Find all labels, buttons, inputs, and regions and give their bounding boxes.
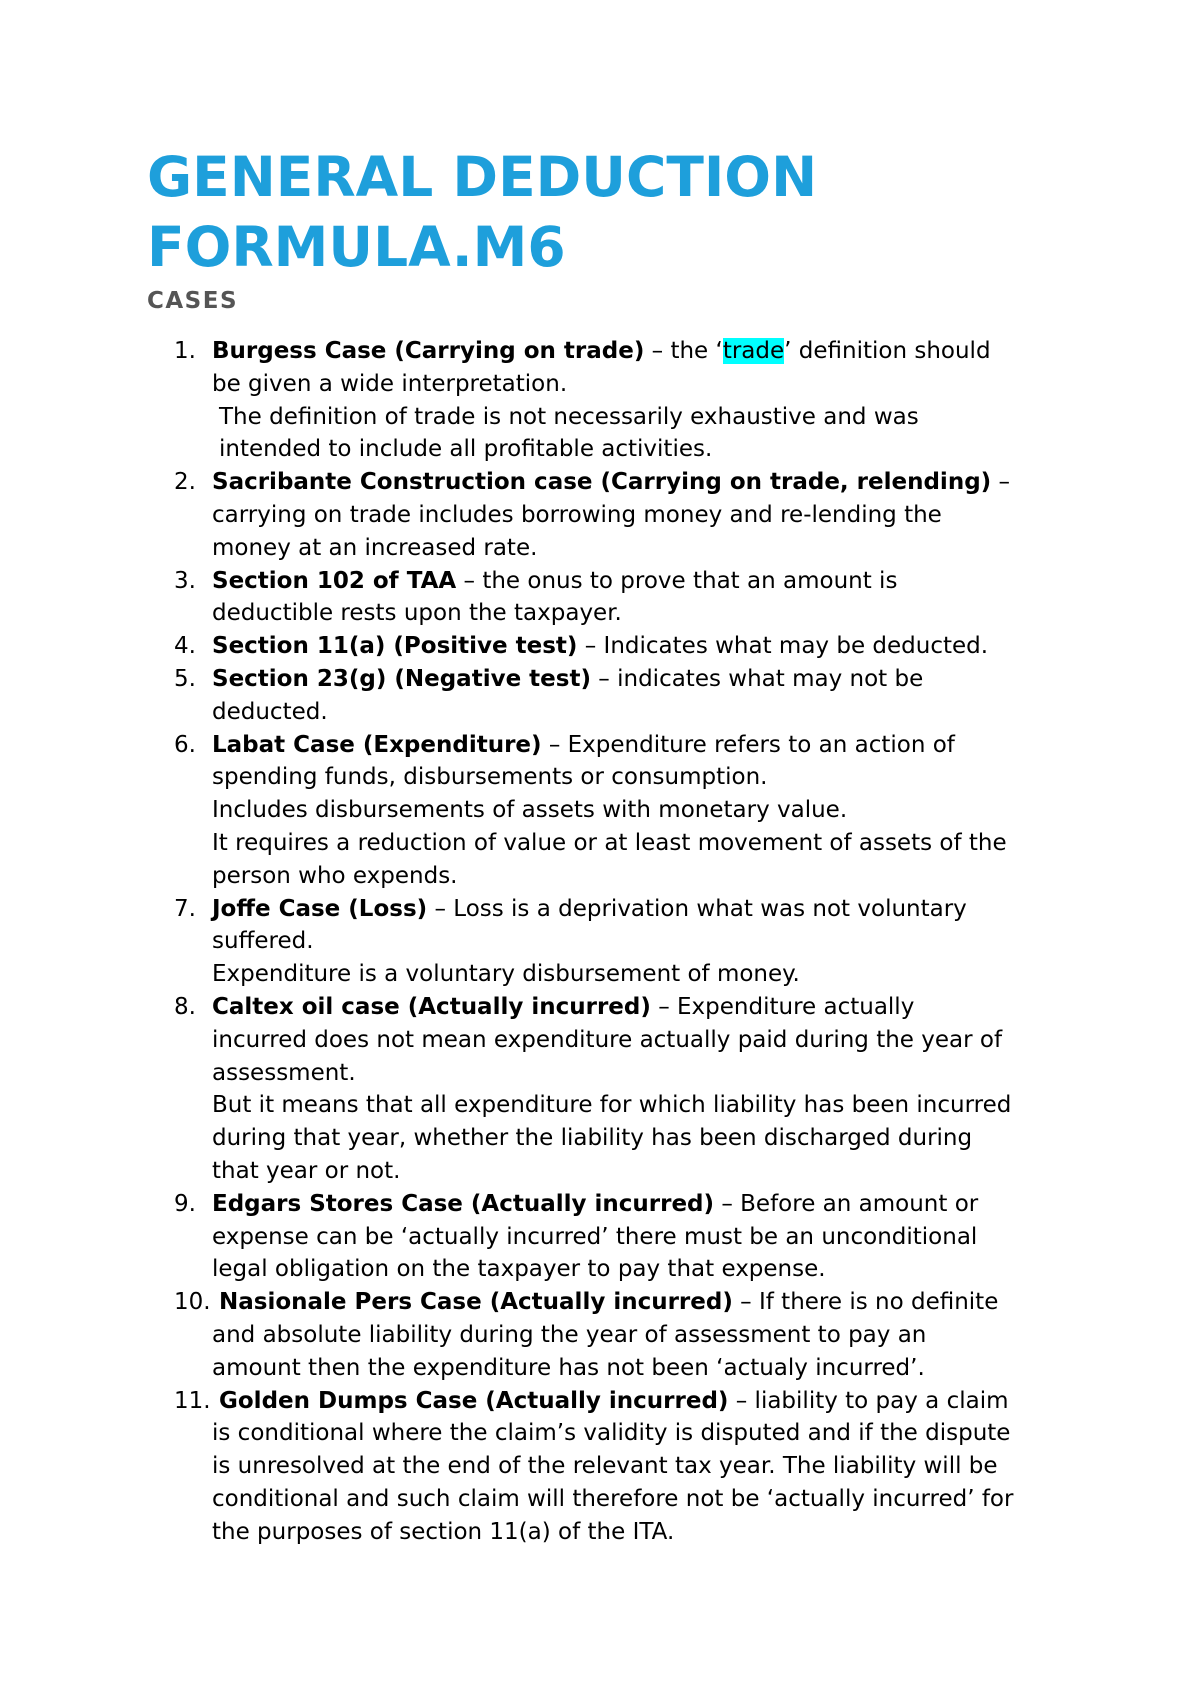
list-item xyxy=(0,893,1200,991)
item-number: 3. xyxy=(174,567,196,594)
item-line: carrying on trade includes borrowing money and re-lending the xyxy=(212,501,942,528)
item-line xyxy=(212,663,1060,696)
item-line: incurred does not mean expenditure actually paid during the year of xyxy=(212,1026,1003,1053)
item-line xyxy=(212,893,1060,926)
item-text: ’ definition should xyxy=(784,338,991,364)
item-line: It requires a reduction of value or at least movement of assets of the xyxy=(212,829,1007,856)
case-heading: Burgess Case (Carrying on trade) xyxy=(212,338,645,364)
item-line: be given a wide interpretation. xyxy=(212,370,568,397)
item-line: is conditional where the claim’s validity is disputed and if the dispute xyxy=(212,1420,1011,1447)
item-line: The definition of trade is not necessarily exhaustive and was xyxy=(219,403,919,430)
item-line xyxy=(212,1188,1060,1221)
item-line: person who expends. xyxy=(212,862,458,889)
item-text: – the ‘ xyxy=(644,338,723,364)
item-text: – xyxy=(991,469,1010,496)
item-line xyxy=(212,335,1060,368)
item-line xyxy=(212,729,1060,762)
item-line: But it means that all expenditure for which liability has been incurred xyxy=(212,1092,1012,1119)
item-number: 7. xyxy=(174,895,196,922)
highlighted-text: trade xyxy=(722,338,785,364)
item-text: – Expenditure actually xyxy=(650,993,915,1020)
case-heading: Caltex oil case (Actually incurred) xyxy=(212,993,651,1020)
item-number: 8. xyxy=(174,993,196,1020)
item-text: – Expenditure refers to an action of xyxy=(541,731,955,758)
page-title: GENERAL DEDUCTION FORMULA.M6 xyxy=(147,145,818,279)
item-text: – Before an amount or xyxy=(714,1190,979,1217)
case-heading: Joffe Case (Loss) xyxy=(212,895,428,922)
item-text: – Loss is a deprivation what was not voluntary xyxy=(427,895,967,922)
case-heading: Section 11(a) (Positive test) xyxy=(212,633,578,660)
item-line: intended to include all profitable activities. xyxy=(219,436,713,463)
item-number: 5. xyxy=(174,665,196,692)
list-item xyxy=(0,466,1200,564)
item-line: deductible rests upon the taxpayer. xyxy=(212,600,622,627)
list-item xyxy=(0,1385,1200,1549)
list-item xyxy=(0,663,1200,729)
case-heading: Section 23(g) (Negative test) xyxy=(212,665,591,692)
item-line xyxy=(212,991,1060,1024)
item-line: money at an increased rate. xyxy=(212,534,538,561)
case-heading: Sacribante Construction case (Carrying on trade, relending) xyxy=(212,469,992,496)
item-line xyxy=(212,466,1060,499)
case-heading: Section 102 of TAA xyxy=(212,567,457,594)
case-heading: Golden Dumps Case (Actually incurred) xyxy=(219,1387,729,1414)
list-item xyxy=(0,729,1200,893)
list-item xyxy=(0,1286,1200,1384)
item-text: – If there is no definite xyxy=(732,1289,999,1316)
item-line: the purposes of section 11(a) of the ITA. xyxy=(212,1518,675,1545)
item-line: assessment. xyxy=(212,1059,356,1086)
item-number: 4. xyxy=(174,633,196,660)
item-number: 2. xyxy=(174,469,196,496)
section-subtitle: CASES xyxy=(147,288,239,314)
item-line: during that year, whether the liability has been discharged during xyxy=(212,1125,973,1152)
item-line: suffered. xyxy=(212,928,314,955)
case-heading: Edgars Stores Case (Actually incurred) xyxy=(212,1190,715,1217)
item-line: is unresolved at the end of the relevant tax year. The liability will be xyxy=(212,1453,998,1480)
item-line: deducted. xyxy=(212,698,328,725)
item-line xyxy=(212,1286,1060,1319)
item-line: that year or not. xyxy=(212,1157,401,1184)
list-item xyxy=(0,991,1200,1188)
item-line: expense can be ‘actually incurred’ there must be an unconditional xyxy=(212,1223,978,1250)
item-number: 9. xyxy=(174,1190,196,1217)
item-line: legal obligation on the taxpayer to pay that expense. xyxy=(212,1256,826,1283)
list-item xyxy=(0,335,1200,466)
item-number: 10. xyxy=(174,1289,211,1316)
case-heading: Nasionale Pers Case (Actually incurred) xyxy=(219,1289,733,1316)
item-line: amount then the expenditure has not been ‘actualy incurred’. xyxy=(212,1354,925,1381)
item-number: 11. xyxy=(174,1387,211,1414)
item-text: – the onus to prove that an amount is xyxy=(456,567,898,594)
cases-list xyxy=(0,335,1200,1548)
item-line: conditional and such claim will therefore not be ‘actually incurred’ for xyxy=(212,1485,1014,1512)
list-item xyxy=(0,565,1200,631)
item-line: spending funds, disbursements or consumption. xyxy=(212,764,768,791)
list-item xyxy=(0,1188,1200,1286)
item-line xyxy=(212,565,1060,598)
item-line xyxy=(212,630,1060,663)
item-text: – indicates what may not be xyxy=(590,665,924,692)
item-number: 1. xyxy=(174,338,196,364)
case-heading: Labat Case (Expenditure) xyxy=(212,731,542,758)
item-number: 6. xyxy=(174,731,196,758)
list-item xyxy=(0,630,1200,663)
item-line: Includes disbursements of assets with monetary value. xyxy=(212,797,848,824)
item-line: and absolute liability during the year of assessment to pay an xyxy=(212,1321,927,1348)
item-line xyxy=(212,1385,1060,1418)
item-line: Expenditure is a voluntary disbursement of money. xyxy=(212,961,800,988)
item-text: – liability to pay a claim xyxy=(728,1387,1009,1414)
item-text: – Indicates what may be deducted. xyxy=(577,633,989,660)
